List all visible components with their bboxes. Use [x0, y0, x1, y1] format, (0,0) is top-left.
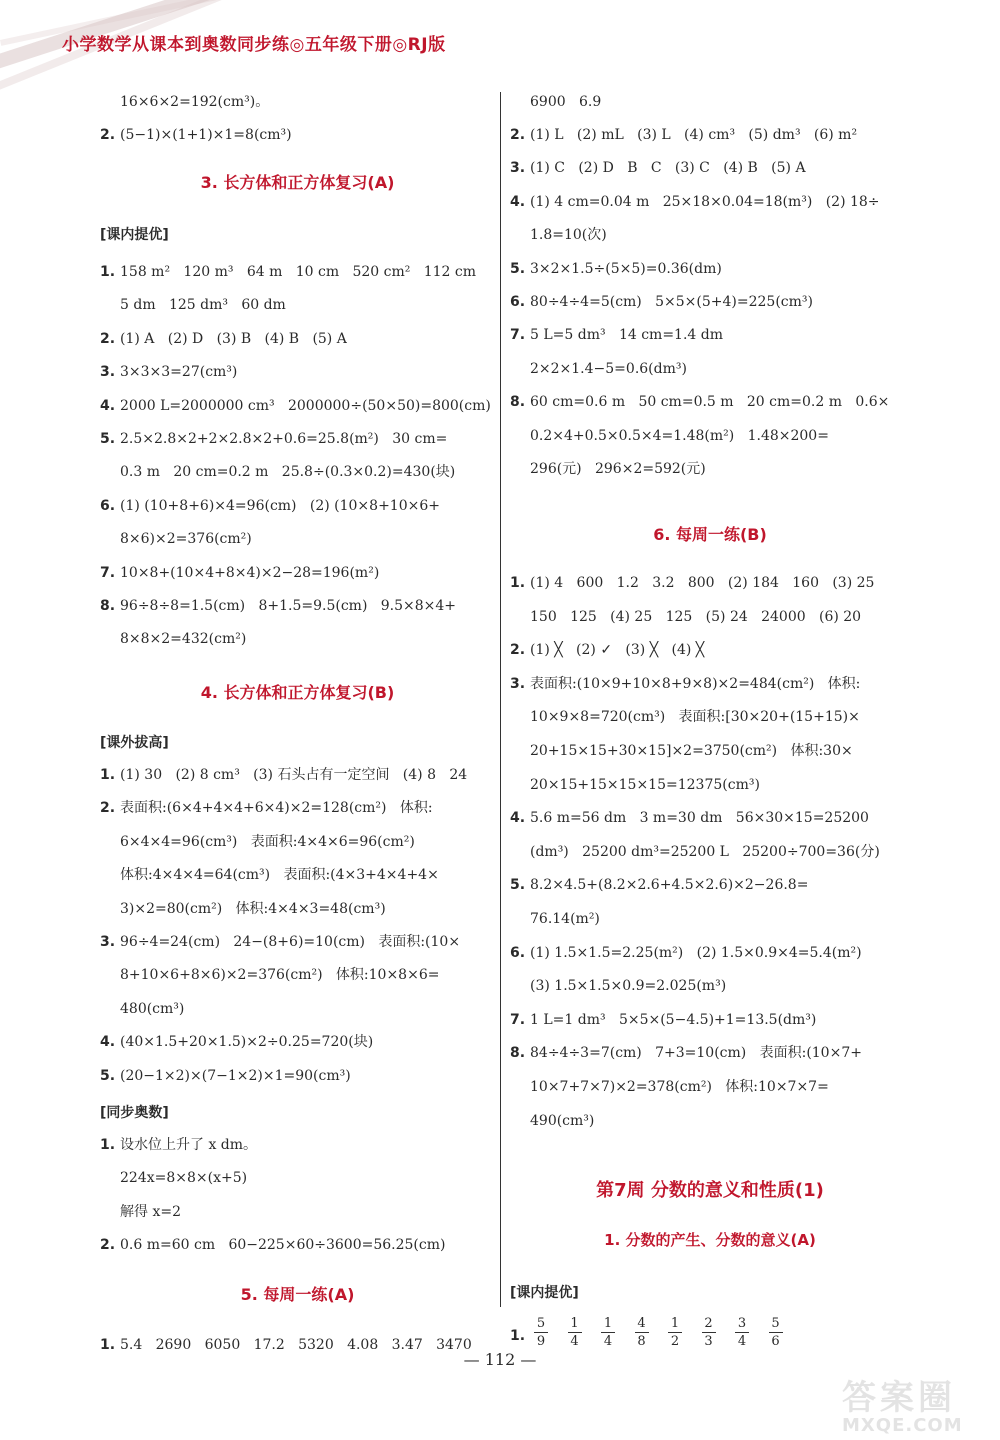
item-number: 8. — [510, 1045, 526, 1062]
book-title: 小学数学从课本到奥数同步练◎五年级下册◎RJ版 — [62, 35, 446, 55]
fraction — [601, 1316, 615, 1349]
intro-line: 16×6×2=192(cm³)。 — [120, 94, 270, 110]
item-text: 5.4 2690 6050 17.2 5320 4.08 3.47 3470 — [120, 1337, 472, 1353]
item-number: 1. — [510, 1328, 526, 1344]
answer-line — [510, 842, 880, 862]
item-text: (40×1.5+20×1.5)×2÷0.25=720(块) — [120, 1034, 374, 1051]
answer-line — [510, 1010, 816, 1030]
answer-line — [510, 1043, 862, 1063]
item-text: 5 dm 125 dm³ 60 dm — [120, 297, 286, 314]
fraction — [702, 1316, 716, 1349]
numerator: 1 — [570, 1316, 579, 1331]
answer-line — [100, 529, 252, 549]
numerator: 4 — [637, 1316, 646, 1331]
item-number: 2. — [510, 127, 526, 143]
answer-line — [100, 1066, 351, 1086]
item-text: 1 L=1 dm³ 5×5×(5−4.5)+1=13.5(dm³) — [530, 1011, 817, 1028]
item-text: 3×2×1.5÷(5×5)=0.36(dm) — [530, 260, 722, 277]
section-4-title: 4. 长方体和正方体复习(B) — [200, 683, 395, 702]
item-number: 1. — [100, 264, 116, 280]
item-text: 5 L=5 dm³ 14 cm=1.4 dm — [530, 327, 724, 344]
fraction-bar — [735, 1332, 749, 1333]
item-text: (1) (10+8+6)×4=96(cm) (2) (10×8+10×6+ — [120, 497, 440, 514]
answer-line — [510, 674, 860, 694]
fraction-bar — [769, 1332, 783, 1333]
item-text: (1) 4 cm=0.04 m 25×18×0.04=18(m³) (2) 18÷ — [530, 193, 880, 210]
item-text: (1) C (2) D B C (3) C (4) B (5) A — [530, 160, 806, 177]
answer-line — [100, 1168, 247, 1188]
fraction — [668, 1316, 682, 1349]
answer-line — [100, 1135, 257, 1155]
item-number: 6. — [100, 497, 116, 514]
item-text: 80÷4÷4=5(cm) 5×5×(5+4)=225(cm³) — [530, 294, 813, 310]
answer-line — [100, 295, 286, 315]
item-text: 0.2×4+0.5×0.5×4=1.48(m²) 1.48×200= — [530, 427, 829, 444]
item-text: (1) 30 (2) 8 cm³ (3) 石头占有一定空间 (4) 8 24 — [120, 767, 468, 783]
item-number: 3. — [100, 934, 116, 950]
fraction-bar — [635, 1332, 649, 1333]
item-text: (5−1)×(1+1)×1=8(cm³) — [120, 127, 292, 143]
item-text: 1.8=10(次) — [530, 227, 607, 244]
numerator: 3 — [737, 1316, 747, 1331]
item-text: 设水位上升了 x dm。 — [120, 1137, 258, 1153]
denominator: 8 — [637, 1334, 646, 1349]
numerator: 1 — [670, 1316, 680, 1331]
answer-line — [510, 325, 723, 345]
item-number: 1. — [100, 1137, 116, 1153]
item-text: 8×6)×2=376(cm²) — [120, 531, 252, 548]
denominator: 9 — [536, 1334, 546, 1349]
column-divider — [500, 92, 501, 1307]
item-text: 解得 x=2 — [120, 1203, 181, 1220]
item-number: 5. — [510, 877, 526, 894]
item-number: 4. — [510, 810, 526, 827]
numerator: 5 — [771, 1316, 780, 1331]
answer-line — [100, 496, 440, 516]
answer-line — [100, 1235, 445, 1255]
item-number: 6. — [510, 944, 526, 961]
item-number: 5. — [510, 260, 526, 277]
item-text: 96÷8÷8=1.5(cm) 8+1.5=9.5(cm) 9.5×8×4+ — [120, 598, 457, 614]
watermark-line-1: 答案圈 — [842, 1378, 956, 1418]
item-text: 表面积:(6×4+4×4+6×4)×2=128(cm²) 体积: — [120, 800, 433, 817]
item-text: 76.14(m²) — [530, 911, 600, 927]
answer-line — [100, 765, 467, 785]
denominator: 6 — [771, 1334, 780, 1349]
item-number: 1. — [510, 575, 526, 591]
answer-line — [510, 707, 860, 727]
item-text: 6×4×4=96(cm³) 表面积:4×4×6=96(cm²) — [120, 833, 415, 850]
item-text: 表面积:(10×9+10×8+9×8)×2=484(cm²) 体积: — [530, 675, 861, 692]
item-text: 296(元) 296×2=592(元) — [530, 461, 706, 477]
answer-line — [510, 392, 889, 412]
item-text: 158 m² 120 m³ 64 m 10 cm 520 cm² 112 cm — [120, 264, 476, 280]
item-text: (1) A (2) D (3) B (4) B (5) A — [120, 330, 347, 347]
item-number: 8. — [100, 598, 116, 614]
item-number: 1. — [100, 767, 116, 783]
answer-line — [510, 775, 760, 795]
answer-line — [510, 158, 806, 178]
answer-line — [510, 607, 861, 627]
item-text: 96÷4=24(cm) 24−(8+6)=10(cm) 表面积:(10× — [120, 934, 461, 950]
item-text: 体积:4×4×4=64(cm³) 表面积:(4×3+4×4+4× — [120, 867, 439, 884]
item-text: 8×8×2=432(cm²) — [120, 631, 247, 648]
fraction — [769, 1316, 783, 1349]
fraction-bar — [668, 1332, 682, 1333]
item-text: (3) 1.5×1.5×0.9=2.025(m³) — [530, 978, 727, 995]
answer-line — [100, 262, 476, 282]
answer-line — [510, 259, 722, 279]
fraction-bar — [568, 1332, 582, 1333]
answer-line — [100, 396, 491, 416]
fraction-bar — [534, 1332, 548, 1333]
item-text: (1) ╳ (2) ✓ (3) ╳ (4) ╳ — [530, 642, 705, 659]
section-6-title: 6. 每周一练(B) — [653, 525, 767, 544]
item-text: 8+10×6+8×6)×2=376(cm²) 体积:10×8×6= — [120, 967, 440, 984]
item-number: 6. — [510, 294, 526, 310]
fraction — [735, 1316, 749, 1349]
answer-line — [100, 462, 455, 482]
item-text: 60 cm=0.6 m 50 cm=0.5 m 20 cm=0.2 m 0.6× — [530, 394, 890, 411]
answer-line — [510, 1111, 594, 1131]
item-number: 2. — [510, 642, 526, 659]
item-text: 10×9×8=720(cm³) 表面积:[30×20+(15+15)× — [530, 709, 860, 726]
item-text: 2.5×2.8×2+2×2.8×2+0.6=25.8(m²) 30 cm= — [120, 431, 448, 447]
item-text: (1) 1.5×1.5=2.25(m²) (2) 1.5×0.9×4=5.4(m²) — [530, 944, 862, 961]
answer-line — [100, 899, 386, 919]
answer-line — [510, 426, 829, 446]
intro-item-2 — [100, 125, 292, 145]
answer-line — [100, 362, 237, 382]
answer-line — [100, 596, 456, 616]
item-text: 2×2×1.4−5=0.6(dm³) — [530, 360, 687, 377]
item-text: 490(cm³) — [530, 1112, 595, 1129]
answer-line — [100, 798, 433, 818]
answer-line — [100, 329, 347, 349]
answer-line — [510, 192, 880, 212]
item-text: (20−1×2)×(7−1×2)×1=90(cm³) — [120, 1067, 351, 1084]
answer-line — [510, 909, 600, 929]
item-number: 5. — [100, 1067, 116, 1084]
week-7-title: 第7周 分数的意义和性质(1) — [596, 1180, 824, 1201]
item-number: 2. — [100, 127, 116, 143]
item-text: 150 125 (4) 25 125 (5) 24 24000 (6) 20 — [530, 608, 862, 625]
fractions-number — [510, 1326, 530, 1346]
item-text: 84÷4÷3=7(cm) 7+3=10(cm) 表面积:(10×7+ — [530, 1045, 862, 1062]
denominator: 4 — [737, 1334, 747, 1349]
item-text: 10×8+(10×4+8×4)×2−28=196(m²) — [120, 564, 380, 581]
answer-line — [100, 999, 184, 1019]
answer-line — [510, 640, 704, 660]
denominator: 2 — [670, 1334, 680, 1349]
item-number: 4. — [100, 397, 116, 414]
item-text: 0.6 m=60 cm 60−225×60÷3600=56.25(cm) — [120, 1237, 446, 1254]
item-text: 5.6 m=56 dm 3 m=30 dm 56×30×15=25200 — [530, 810, 869, 827]
answer-line — [510, 976, 726, 996]
fraction — [534, 1316, 548, 1349]
numerator: 2 — [704, 1316, 713, 1331]
numerator: 5 — [536, 1316, 546, 1331]
item-number: 3. — [510, 675, 526, 692]
intro-line: 6900 6.9 — [530, 94, 602, 110]
answer-line — [510, 573, 874, 593]
item-number: 8. — [510, 394, 526, 411]
item-number: 2. — [100, 1237, 116, 1254]
item-text: (1) L (2) mL (3) L (4) cm³ (5) dm³ (6) m² — [530, 127, 858, 143]
answer-line — [100, 932, 460, 952]
answer-line — [510, 943, 862, 963]
item-number: 2. — [100, 330, 116, 347]
item-text: 3×3×3=27(cm³) — [120, 364, 238, 381]
page-number: — 112 — — [463, 1350, 537, 1369]
item-number: 5. — [100, 431, 116, 447]
item-number: 7. — [100, 564, 116, 581]
fraction — [568, 1316, 582, 1349]
answer-line — [100, 865, 439, 885]
section-5-title: 5. 每周一练(A) — [240, 1285, 355, 1304]
answer-line — [100, 429, 447, 449]
answer-line — [100, 629, 246, 649]
answer-line — [100, 965, 439, 985]
item-text: 2000 L=2000000 cm³ 2000000÷(50×50)=800(cm) — [120, 397, 491, 414]
item-number: 7. — [510, 1011, 526, 1028]
answer-line — [100, 1202, 181, 1222]
answer-line — [510, 359, 687, 379]
item-number: 3. — [100, 364, 116, 381]
item-number: 1. — [100, 1337, 116, 1353]
answer-line — [510, 459, 706, 479]
answer-line — [100, 1032, 373, 1052]
answer-line — [100, 563, 379, 583]
answer-line — [510, 125, 857, 145]
section-3-title: 3. 长方体和正方体复习(A) — [200, 173, 395, 192]
item-text: (dm³) 25200 dm³=25200 L 25200÷700=36(分) — [530, 843, 880, 860]
item-number: 3. — [510, 160, 526, 177]
fraction — [635, 1316, 649, 1349]
section-4-subheading-1: [课外拔高] — [100, 735, 169, 751]
item-number: 4. — [100, 1034, 116, 1051]
answer-line — [510, 875, 808, 895]
watermark-line-2: MXQE.COM — [842, 1415, 963, 1436]
item-text: 224x=8×8×(x+5) — [120, 1170, 248, 1187]
item-text: 480(cm³) — [120, 1000, 185, 1017]
numerator: 1 — [603, 1316, 613, 1331]
answer-line — [510, 1077, 829, 1097]
denominator: 4 — [570, 1334, 579, 1349]
item-text: 20×15+15×15×15=12375(cm³) — [530, 776, 760, 793]
item-text: 0.3 m 20 cm=0.2 m 25.8÷(0.3×0.2)=430(块) — [120, 464, 456, 481]
fraction-bar — [702, 1332, 716, 1333]
section-3-subheading: [课内提优] — [100, 227, 169, 243]
denominator: 3 — [704, 1334, 713, 1349]
watermark — [842, 1370, 992, 1435]
item-text: 20+15×15+30×15]×2=3750(cm²) 体积:30× — [530, 743, 853, 759]
fraction-bar — [601, 1332, 615, 1333]
item-text: (1) 4 600 1.2 3.2 800 (2) 184 160 (3) 25 — [530, 575, 875, 591]
answer-line — [510, 741, 853, 761]
section-7-1-subheading: [课内提优] — [510, 1285, 579, 1301]
item-text: 3)×2=80(cm²) 体积:4×4×3=48(cm³) — [120, 900, 386, 917]
item-number: 7. — [510, 327, 526, 344]
answer-line — [510, 225, 607, 245]
item-number: 4. — [510, 193, 526, 210]
section-4-subheading-2: [同步奥数] — [100, 1105, 169, 1121]
item-text: 8.2×4.5+(8.2×2.6+4.5×2.6)×2−26.8= — [530, 877, 809, 894]
section-7-1-title: 1. 分数的产生、分数的意义(A) — [604, 1231, 816, 1249]
answer-line — [510, 808, 869, 828]
item-text: 10×7+7×7)×2=378(cm²) 体积:10×7×7= — [530, 1079, 829, 1095]
item-number: 2. — [100, 800, 116, 817]
denominator: 4 — [603, 1334, 613, 1349]
answer-line — [100, 832, 415, 852]
answer-line — [510, 292, 813, 312]
